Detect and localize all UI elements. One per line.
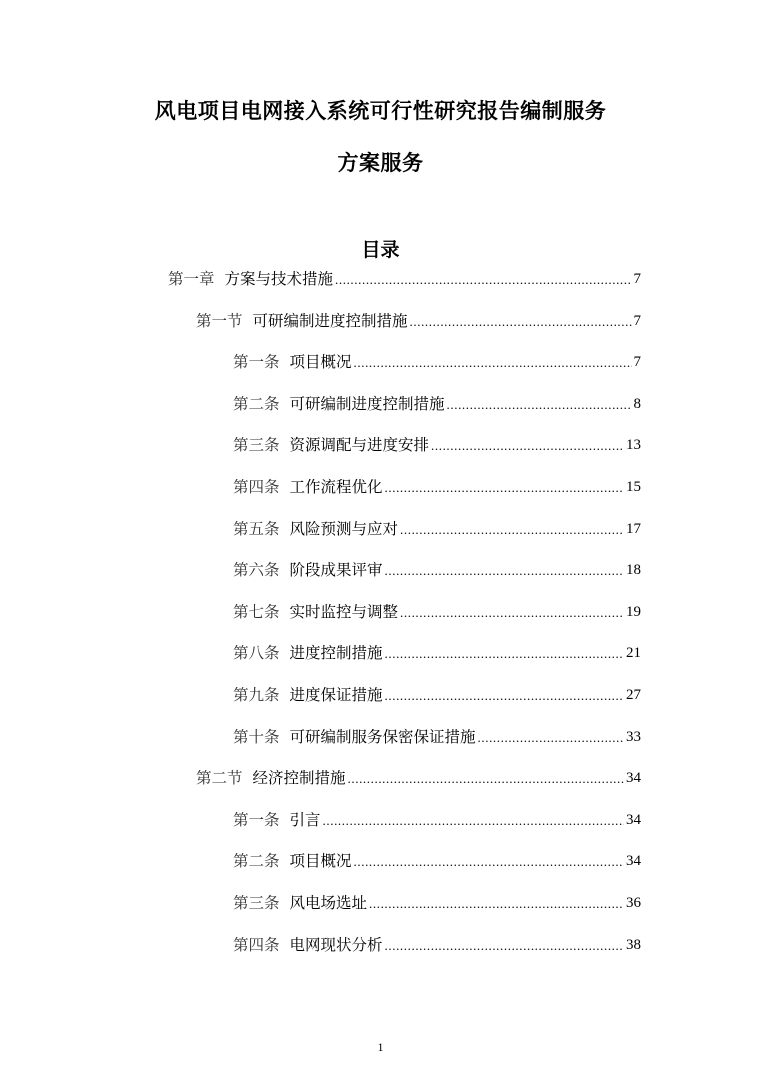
toc-entry-number: 第二条 — [233, 852, 280, 870]
toc-dot-leader — [385, 937, 624, 955]
toc-entry[interactable] — [233, 889, 641, 913]
toc-entry-page: 34 — [626, 812, 641, 828]
document-title-line-2: 方案服务 — [337, 151, 424, 175]
toc-entry[interactable] — [233, 515, 641, 539]
toc-entry-title: 电网现状分析 — [289, 936, 383, 954]
toc-entry-number: 第四条 — [233, 478, 280, 496]
toc-entry[interactable] — [233, 806, 641, 830]
toc-dot-leader — [335, 271, 631, 289]
toc-entry-page: 8 — [633, 396, 641, 412]
toc-entry-page: 7 — [633, 313, 641, 329]
toc-entry-title: 实时监控与调整 — [289, 603, 399, 621]
toc-entry-page: 7 — [633, 354, 641, 370]
toc-dot-leader — [323, 812, 624, 830]
toc-dot-leader — [431, 437, 624, 455]
toc-entry-number: 第五条 — [233, 520, 280, 538]
toc-entry-title: 风电场选址 — [289, 894, 368, 912]
toc-entry-page: 36 — [626, 895, 641, 911]
toc-entry-number: 第二条 — [233, 395, 280, 413]
toc-entry[interactable] — [233, 473, 641, 497]
toc-entry-number: 第八条 — [233, 644, 280, 662]
toc-entry-title: 方案与技术措施 — [224, 270, 334, 288]
toc-entry-number: 第十条 — [233, 728, 280, 746]
toc-entry-page: 15 — [626, 479, 641, 495]
page-number: 1 — [377, 1040, 384, 1054]
toc-entry-page: 19 — [626, 604, 641, 620]
toc-entry-title: 阶段成果评审 — [289, 561, 383, 579]
toc-entry-page: 18 — [626, 562, 641, 578]
toc-dot-leader — [354, 354, 632, 372]
toc-entry-page: 27 — [626, 687, 641, 703]
toc-entry-title: 可研编制服务保密保证措施 — [289, 728, 476, 746]
toc-entry[interactable] — [196, 307, 641, 331]
toc-entry-page: 13 — [626, 437, 641, 453]
toc-entry-title: 资源调配与进度安排 — [289, 436, 430, 454]
toc-entry-title: 进度保证措施 — [289, 686, 383, 704]
toc-entry-number: 第三条 — [233, 436, 280, 454]
toc-dot-leader — [385, 562, 624, 580]
toc-entry[interactable] — [233, 556, 641, 580]
toc-dot-leader — [410, 313, 632, 331]
toc-entry[interactable] — [233, 931, 641, 955]
toc-entry[interactable] — [233, 390, 641, 414]
toc-entry-page: 38 — [626, 937, 641, 953]
toc-entry-title: 经济控制措施 — [252, 769, 346, 787]
toc-entry-page: 17 — [626, 521, 641, 537]
toc-entry[interactable] — [233, 431, 641, 455]
toc-entry-title: 引言 — [289, 811, 321, 829]
toc-entry-page: 21 — [626, 645, 641, 661]
toc-dot-leader — [447, 396, 632, 414]
toc-entry[interactable] — [196, 764, 641, 788]
toc-entry-title: 可研编制进度控制措施 — [252, 312, 408, 330]
document-title-line-1: 风电项目电网接入系统可行性研究报告编制服务 — [154, 99, 607, 123]
toc-entry-title: 项目概况 — [289, 353, 352, 371]
toc-entry[interactable] — [233, 598, 641, 622]
toc-dot-leader — [478, 729, 624, 747]
toc-entry[interactable] — [233, 847, 641, 871]
toc-entry-page: 34 — [626, 770, 641, 786]
toc-dot-leader — [400, 604, 624, 622]
toc-entry-page: 33 — [626, 729, 641, 745]
toc-entry-number: 第四条 — [233, 936, 280, 954]
toc-entry[interactable] — [233, 639, 641, 663]
toc-entry-number: 第一章 — [168, 270, 215, 288]
toc-entry-number: 第一节 — [196, 312, 243, 330]
toc-entry[interactable] — [233, 723, 641, 747]
toc-entry-number: 第九条 — [233, 686, 280, 704]
toc-entry-title: 可研编制进度控制措施 — [289, 395, 445, 413]
toc-entry-number: 第一条 — [233, 811, 280, 829]
toc-entry-title: 风险预测与应对 — [289, 520, 399, 538]
toc-entry-title: 工作流程优化 — [289, 478, 383, 496]
toc-entry-title: 进度控制措施 — [289, 644, 383, 662]
toc-entry[interactable] — [168, 265, 641, 289]
toc-entry-number: 第一条 — [233, 353, 280, 371]
toc-dot-leader — [400, 521, 624, 539]
toc-dot-leader — [369, 895, 624, 913]
toc-entry[interactable] — [233, 348, 641, 372]
toc-dot-leader — [354, 853, 624, 871]
toc-entry-title: 项目概况 — [289, 852, 352, 870]
toc-entry-number: 第三条 — [233, 894, 280, 912]
toc-dot-leader — [348, 770, 624, 788]
toc-dot-leader — [385, 687, 624, 705]
toc-dot-leader — [385, 645, 624, 663]
toc-entry-number: 第七条 — [233, 603, 280, 621]
toc-dot-leader — [385, 479, 624, 497]
toc-entry-number: 第二节 — [196, 769, 243, 787]
toc-entry[interactable] — [233, 681, 641, 705]
toc-entry-number: 第六条 — [233, 561, 280, 579]
toc-entry-page: 7 — [633, 271, 641, 287]
toc-entry-page: 34 — [626, 853, 641, 869]
toc-heading: 目录 — [361, 239, 400, 261]
